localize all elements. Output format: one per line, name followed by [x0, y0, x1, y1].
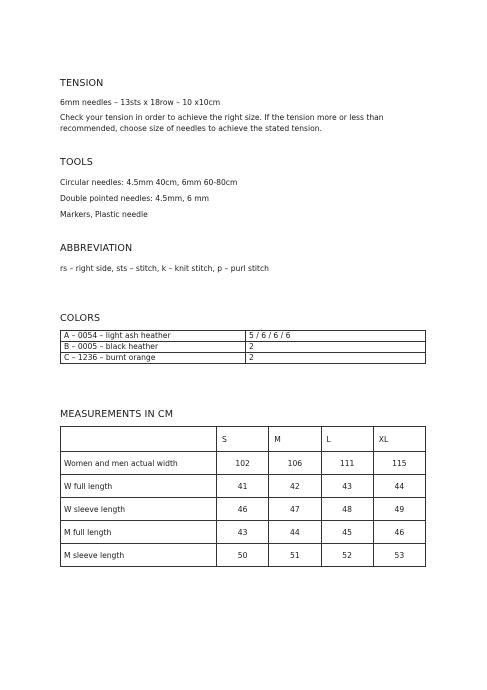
value-cell: 46 — [373, 521, 425, 544]
color-amount-cell: 5 / 6 / 6 / 6 — [246, 331, 426, 342]
table-row — [61, 331, 426, 342]
row-label: M full length — [61, 521, 217, 544]
tools-line-3: Markers, Plastic needle — [60, 210, 148, 219]
value-cell: 42 — [269, 475, 321, 498]
table-row — [61, 452, 426, 475]
header-cell-m: M — [269, 427, 321, 452]
row-label: M sleeve length — [61, 544, 217, 567]
header-cell-empty — [61, 427, 217, 452]
measurements-heading: MEASUREMENTS IN CM — [60, 409, 174, 420]
table-row — [61, 544, 426, 567]
header-cell-l: L — [321, 427, 373, 452]
colors-heading: COLORS — [60, 313, 101, 324]
value-cell: 45 — [321, 521, 373, 544]
row-label: W sleeve length — [61, 498, 217, 521]
row-label: W full length — [61, 475, 217, 498]
table-row — [61, 521, 426, 544]
tension-line-3: recommended, choose size of needles to achieve the stated tension. — [60, 124, 322, 133]
table-row — [61, 498, 426, 521]
table-row — [61, 342, 426, 353]
measurements-table — [60, 426, 426, 567]
value-cell: 47 — [269, 498, 321, 521]
tension-line-2: Check your tension in order to achieve the right size. If the tension more or less than — [60, 113, 384, 122]
tension-line-1: 6mm needles – 13sts x 18row – 10 x10cm — [60, 98, 221, 107]
value-cell: 53 — [373, 544, 425, 567]
value-cell: 52 — [321, 544, 373, 567]
tools-line-1: Circular needles: 4.5mm 40cm, 6mm 60-80cm — [60, 178, 238, 187]
color-amount-cell: 2 — [246, 342, 426, 353]
value-cell: 41 — [217, 475, 269, 498]
value-cell: 49 — [373, 498, 425, 521]
color-name-cell: C – 1236 – burnt orange — [61, 353, 246, 364]
value-cell: 46 — [217, 498, 269, 521]
value-cell: 115 — [373, 452, 425, 475]
row-label: Women and men actual width — [61, 452, 217, 475]
value-cell: 44 — [269, 521, 321, 544]
abbreviation-heading: ABBREVIATION — [60, 243, 133, 254]
header-cell-xl: XL — [373, 427, 425, 452]
value-cell: 43 — [217, 521, 269, 544]
value-cell: 43 — [321, 475, 373, 498]
table-row — [61, 475, 426, 498]
value-cell: 44 — [373, 475, 425, 498]
value-cell: 51 — [269, 544, 321, 567]
color-name-cell: B – 0005 – black heather — [61, 342, 246, 353]
value-cell: 111 — [321, 452, 373, 475]
tension-heading: TENSION — [60, 78, 104, 89]
value-cell: 50 — [217, 544, 269, 567]
header-cell-s: S — [217, 427, 269, 452]
colors-table — [60, 330, 426, 364]
color-name-cell: A – 0054 – light ash heather — [61, 331, 246, 342]
tools-line-2: Double pointed needles: 4.5mm, 6 mm — [60, 194, 210, 203]
value-cell: 48 — [321, 498, 373, 521]
table-header-row — [61, 427, 426, 452]
table-row — [61, 353, 426, 364]
value-cell: 106 — [269, 452, 321, 475]
tools-heading: TOOLS — [60, 157, 93, 168]
value-cell: 102 — [217, 452, 269, 475]
abbreviation-line-1: rs – right side, sts – stitch, k – knit stitch, p – purl stitch — [60, 264, 269, 273]
color-amount-cell: 2 — [246, 353, 426, 364]
